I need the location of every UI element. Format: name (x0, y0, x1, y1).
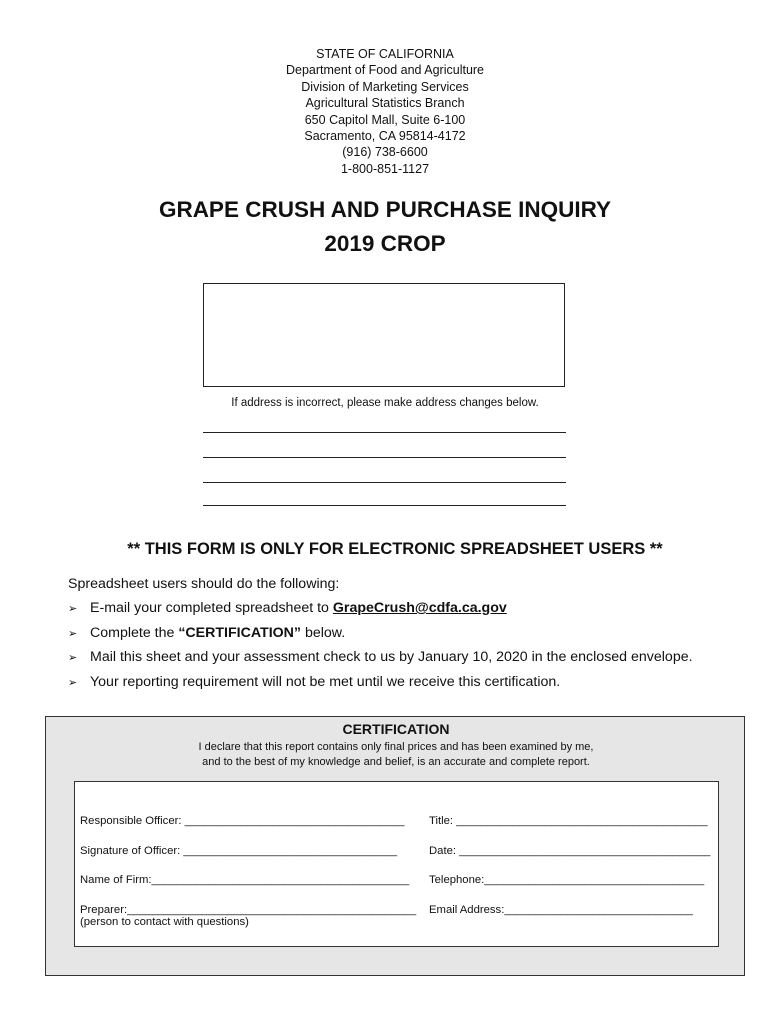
address-change-line[interactable] (203, 432, 566, 433)
firm-name-field[interactable]: Name of Firm:_________________________________________ (80, 874, 410, 886)
certification-title: CERTIFICATION (342, 721, 450, 737)
agency-phone: (916) 738-6600 (342, 145, 428, 160)
preparer-note: (person to contact with questions) (80, 916, 249, 928)
instruction-text: Complete the (90, 624, 179, 641)
instruction-item (68, 649, 693, 674)
arrow-bullet-icon: ➢ (68, 676, 78, 689)
agency-line: Agricultural Statistics Branch (305, 96, 465, 111)
agency-header (0, 46, 770, 177)
agency-line: Sacramento, CA 95814-4172 (304, 129, 466, 144)
address-change-line[interactable] (203, 482, 566, 483)
agency-line: 650 Capitol Mall, Suite 6-100 (304, 112, 466, 127)
arrow-bullet-icon: ➢ (68, 603, 78, 615)
certification-reference: “CERTIFICATION” (178, 624, 302, 641)
agency-tollfree: 1-800-851-1127 (340, 161, 430, 176)
agency-line: Division of Marketing Services (301, 79, 469, 94)
preparer-label: Preparer:______________________________________________ (80, 904, 417, 916)
preparer-field[interactable] (80, 904, 416, 928)
email-link[interactable]: GrapeCrush@cdfa.ca.gov (332, 600, 507, 616)
responsible-officer-field[interactable]: Responsible Officer: ___________________________________ (80, 815, 405, 827)
form-subtitle: 2019 CROP (324, 231, 446, 256)
instruction-item (68, 600, 693, 625)
title-field[interactable]: Title: ________________________________________ (429, 815, 708, 827)
address-note: If address is incorrect, please make address changes below. (231, 397, 539, 409)
agency-line: STATE OF CALIFORNIA (316, 47, 454, 61)
instruction-text: Your reporting requirement will not be met until we receive this certification. (90, 673, 561, 690)
email-address-field[interactable]: Email Address:______________________________ (429, 904, 693, 916)
agency-line: Department of Food and Agriculture (285, 63, 485, 78)
address-change-line[interactable] (203, 457, 566, 458)
instructions-list (68, 600, 693, 698)
certification-section (45, 716, 745, 976)
instruction-item (68, 625, 693, 650)
form-title: GRAPE CRUSH AND PURCHASE INQUIRY (158, 197, 612, 222)
address-change-line[interactable] (203, 505, 566, 506)
certification-statement (46, 740, 746, 770)
statement-line: and to the best of my knowledge and belief, is an accurate and complete report. (202, 756, 590, 768)
telephone-field[interactable]: Telephone:___________________________________ (429, 874, 705, 886)
instruction-item (68, 674, 693, 699)
certification-fields-box (74, 781, 719, 947)
arrow-bullet-icon: ➢ (68, 652, 78, 664)
date-field[interactable]: Date: ________________________________________ (429, 845, 711, 857)
electronic-users-warning: ** THIS FORM IS ONLY FOR ELECTRONIC SPREADSHEET USERS ** (127, 540, 663, 558)
instructions-intro: Spreadsheet users should do the following: (68, 576, 340, 592)
instruction-text: E-mail your completed spreadsheet to (90, 600, 333, 616)
arrow-bullet-icon: ➢ (68, 627, 78, 640)
statement-line: I declare that this report contains only final prices and has been examined by me, (198, 741, 594, 753)
instruction-text: below. (301, 624, 346, 641)
instruction-text: Mail this sheet and your assessment check to us by January 10, 2020 in the enclosed envelope. (90, 649, 693, 665)
signature-field[interactable]: Signature of Officer: __________________________________ (80, 845, 398, 857)
address-label-box (203, 283, 565, 387)
